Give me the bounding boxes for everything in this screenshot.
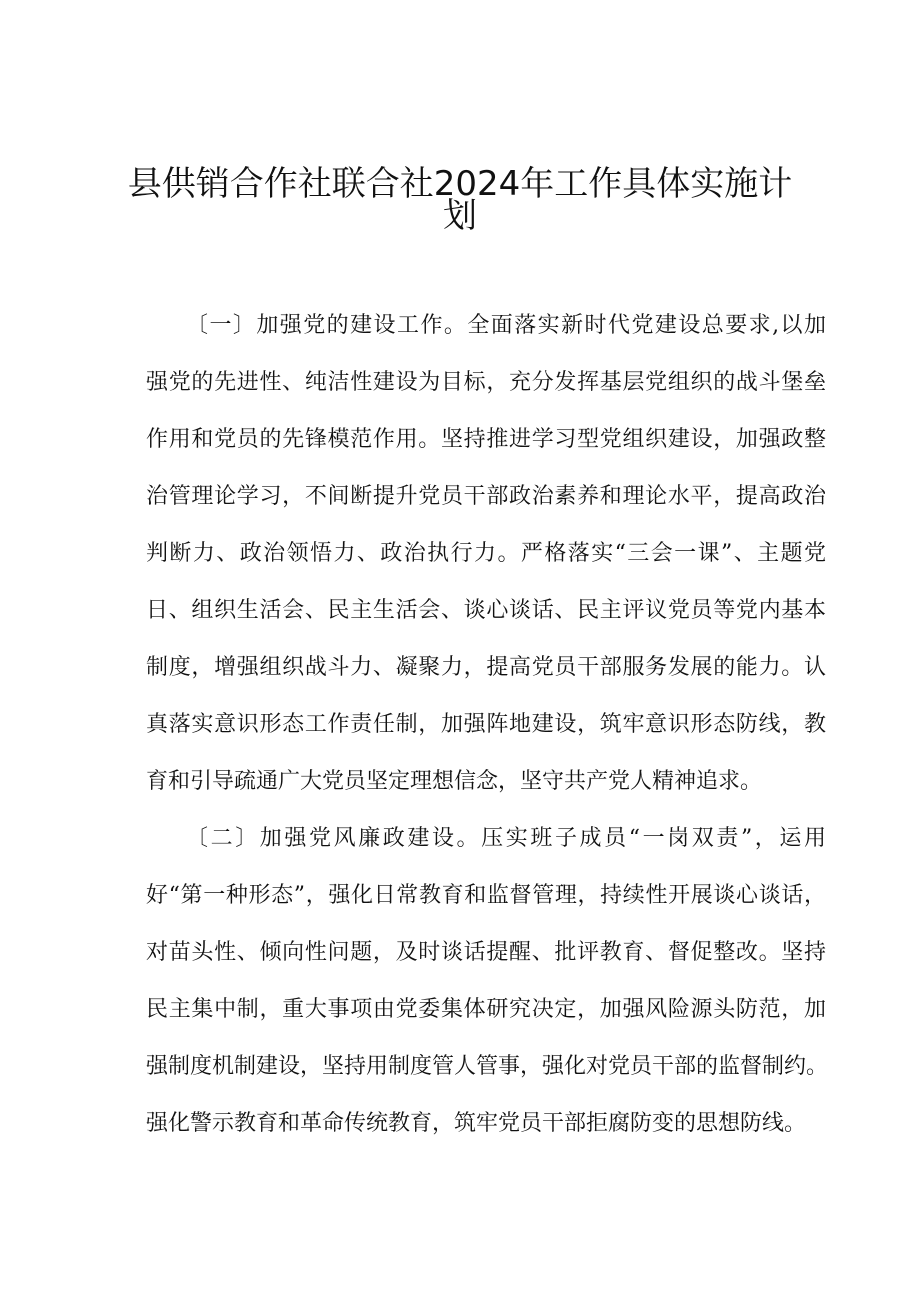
paragraph-line: 〔一〕加强党的建设工作。全面落实新时代党建设总要求,以加 — [186, 313, 826, 338]
paragraph-line: 对苗头性、倾向性问题，及时谈话提醒、批评教育、督促整改。坚持 — [146, 940, 826, 965]
document-title-line-2: 划 — [443, 196, 477, 236]
paragraph-line: 真落实意识形态工作责任制，加强阵地建设，筑牢意识形态防线，教 — [146, 712, 826, 737]
paragraph-line: 好“第一种形态”，强化日常教育和监督管理，持续性开展谈心谈话， — [146, 883, 826, 908]
paragraph-line: 强化警示教育和革命传统教育，筑牢党员干部拒腐防变的思想防线。 — [146, 1111, 807, 1136]
paragraph-line: 日、组织生活会、民主生活会、谈心谈话、民主评议党员等党内基本 — [146, 598, 826, 623]
paragraph-line: 强制度机制建设，坚持用制度管人管事，强化对党员干部的监督制约。 — [146, 1054, 829, 1079]
document-title-line-1: 县供销合作社联合社2024年工作具体实施计 — [127, 164, 793, 204]
paragraph-line: 〔二〕加强党风廉政建设。压实班子成员“一岗双责”，运用 — [186, 826, 826, 851]
paragraph-line: 判断力、政治领悟力、政治执行力。严格落实“三会一课”、主题党 — [146, 541, 826, 566]
paragraph-line: 作用和党员的先锋模范作用。坚持推进学习型党组织建设，加强政整 — [146, 427, 826, 452]
paragraph-line: 育和引导疏通广大党员坚定理想信念，坚守共产党人精神追求。 — [146, 769, 763, 794]
paragraph-line: 民主集中制，重大事项由党委集体研究决定，加强风险源头防范，加 — [146, 997, 826, 1022]
paragraph-line: 治管理论学习，不间断提升党员干部政治素养和理论水平，提高政治 — [146, 484, 826, 509]
paragraph-line: 制度，增强组织战斗力、凝聚力，提高党员干部服务发展的能力。认 — [146, 655, 826, 680]
paragraph-line: 强党的先进性、纯洁性建设为目标，充分发挥基层党组织的战斗堡垒 — [146, 370, 826, 395]
